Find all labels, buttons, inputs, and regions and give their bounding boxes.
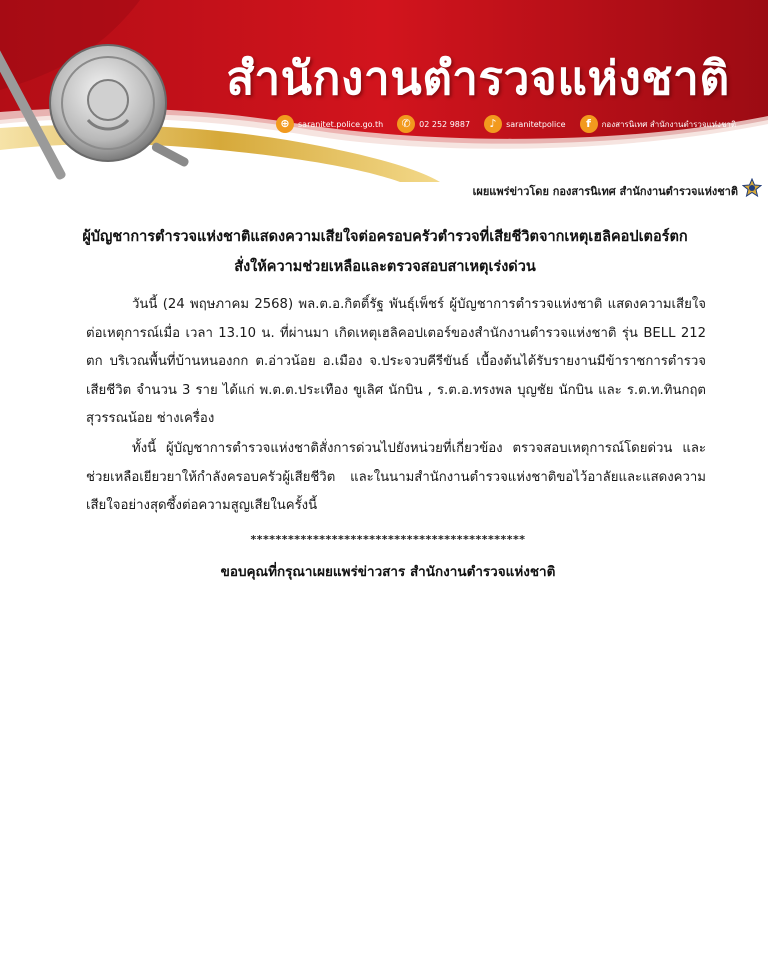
- banner-title: สำนักงานตำรวจแห่งชาติ: [226, 51, 730, 105]
- globe-icon: ⊕: [276, 115, 294, 133]
- contact-tiktok-text: saranitetpolice: [506, 119, 566, 129]
- headline-line-2: สั่งให้ความช่วยเหลือและตรวจสอบสาเหตุเร่งด่วน: [234, 259, 536, 275]
- contact-website-text: saranitet.police.go.th: [298, 119, 384, 129]
- header-banner: [0, 0, 768, 182]
- contact-phone[interactable]: [397, 115, 470, 133]
- tiktok-icon: ♪: [484, 115, 502, 133]
- contact-facebook-text: กองสารนิเทศ สำนักงานตำรวจแห่งชาติ: [601, 119, 737, 129]
- phone-icon: ✆: [397, 115, 415, 133]
- contact-row: [276, 112, 744, 136]
- publisher-credit: เผยแพร่ข่าวโดย กองสารนิเทศ สำนักงานตำรวจแห่งชาติ: [472, 185, 738, 198]
- contact-facebook[interactable]: [580, 115, 737, 133]
- article-headline: [70, 222, 700, 282]
- separator-stars: ********************************************: [250, 533, 526, 546]
- closing-line: ขอบคุณที่กรุณาเผยแพร่ข่าวสาร สำนักงานตำรวจแห่งชาติ: [220, 564, 556, 580]
- contact-website[interactable]: [276, 115, 383, 133]
- article-paragraph-2: ทั้งนี้ ผู้บัญชาการตำรวจแห่งชาติสั่งการด่วนไปยังหน่วยที่เกี่ยวข้อง ตรวจสอบเหตุการณ์โดยด่วน และช่วยเหลือเยียวยาให้กำลังครอบครัวผู้เสียชีวิต และในนามสำนักงานตำรวจแห่งชาติขอไว้อาลัยและแสดงความเสียใจอย่างสุดซึ้งต่อความสูญเสียในครั้งนี้: [86, 441, 706, 513]
- headline-line-1: ผู้บัญชาการตำรวจแห่งชาติแสดงความเสียใจต่อครอบครัวตำรวจที่เสียชีวิตจากเหตุเฮลิคอปเตอร์ตก: [82, 229, 688, 245]
- police-badge-icon: [742, 178, 762, 198]
- contact-tiktok[interactable]: [484, 115, 566, 133]
- article-paragraph-1: วันนี้ (24 พฤษภาคม 2568) พล.ต.อ.กิตติ์รัฐ พันธุ์เพ็ชร์ ผู้บัญชาการตำรวจแห่งชาติ แสดงความเสียใจต่อเหตุการณ์เมื่อ เวลา 13.10 น. ที่ผ่านมา เกิดเหตุเฮลิคอปเตอร์ของสำนักงานตำรวจแห่งชาติ รุ่น BELL 212 ตก บริเวณพื้นที่บ้านหนองกก ต.อ่าวน้อย อ.เมือง จ.ประจวบคีรีขันธ์ เบื้องต้นได้รับรายงานมีข้าราชการตำรวจเสียชีวิต จำนวน 3 ราย ได้แก่ พ.ต.ต.ประเทือง ขูเลิศ นักบิน , ร.ต.อ.ทรงพล บุญชัย นักบิน และ ร.ต.ท.ทินกฤต สุวรรณน้อย ช่างเครื่อง: [86, 297, 706, 426]
- contact-phone-text: 02 252 9887: [419, 119, 471, 129]
- facebook-icon: f: [580, 115, 598, 133]
